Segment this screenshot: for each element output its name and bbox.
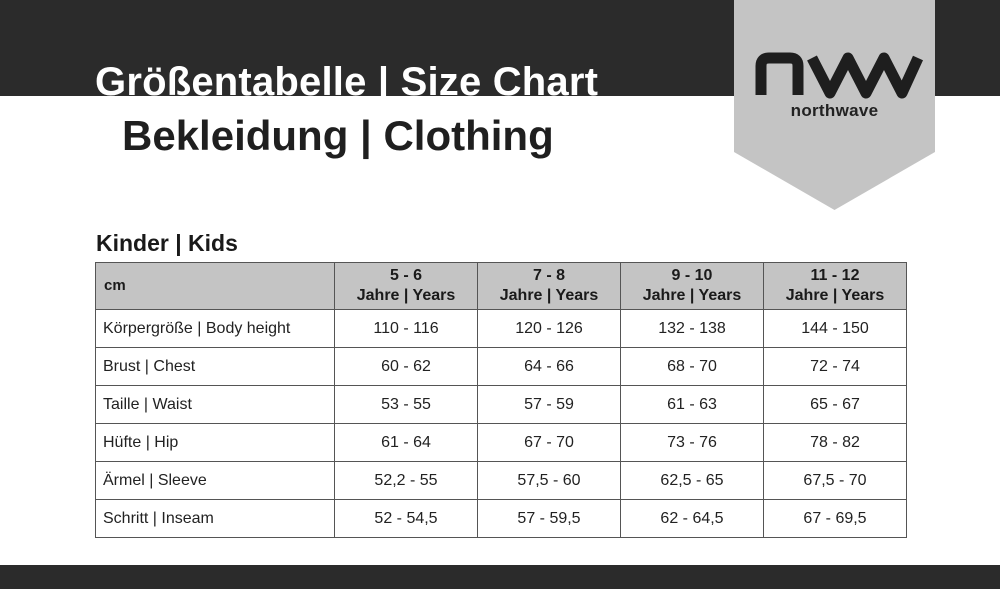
table-cell: 57 - 59,5: [478, 500, 621, 538]
age-label: Jahre | Years: [356, 287, 456, 304]
table-cell: 57,5 - 60: [478, 462, 621, 500]
column-header: [478, 263, 621, 310]
table-cell: 73 - 76: [621, 424, 764, 462]
table-cell: 53 - 55: [335, 386, 478, 424]
table-row: [96, 386, 907, 424]
row-label: Körpergröße | Body height: [96, 310, 335, 348]
bottom-banner: [0, 565, 1000, 589]
row-label: Taille | Waist: [96, 386, 335, 424]
page-title: Größentabelle | Size Chart: [95, 60, 599, 104]
row-label: Brust | Chest: [96, 348, 335, 386]
table-header-row: [96, 263, 907, 310]
page-subtitle: Bekleidung | Clothing: [122, 112, 554, 159]
table-row: [96, 462, 907, 500]
age-range: 9 - 10: [671, 267, 713, 284]
table-cell: 64 - 66: [478, 348, 621, 386]
table-cell: 65 - 67: [764, 386, 907, 424]
table-cell: 120 - 126: [478, 310, 621, 348]
table-cell: 57 - 59: [478, 386, 621, 424]
table-row: [96, 424, 907, 462]
size-table: [95, 262, 907, 538]
section-title: Kinder | Kids: [96, 230, 238, 256]
column-header: [621, 263, 764, 310]
table-cell: 132 - 138: [621, 310, 764, 348]
table-cell: 61 - 63: [621, 386, 764, 424]
age-range: 11 - 12: [810, 267, 860, 284]
table-cell: 78 - 82: [764, 424, 907, 462]
table-cell: 67 - 70: [478, 424, 621, 462]
table-cell: 52,2 - 55: [335, 462, 478, 500]
table-row: [96, 310, 907, 348]
logo-wordmark: northwave: [790, 101, 879, 120]
table-cell: 62,5 - 65: [621, 462, 764, 500]
column-header: [335, 263, 478, 310]
unit-header: cm: [96, 263, 335, 310]
age-range: 7 - 8: [532, 267, 565, 284]
row-label: Hüfte | Hip: [96, 424, 335, 462]
table-row: [96, 348, 907, 386]
table-cell: 67 - 69,5: [764, 500, 907, 538]
table-cell: 60 - 62: [335, 348, 478, 386]
age-label: Jahre | Years: [499, 287, 599, 304]
column-header: [764, 263, 907, 310]
table-cell: 68 - 70: [621, 348, 764, 386]
row-label: Ärmel | Sleeve: [96, 462, 335, 500]
age-range: 5 - 6: [389, 267, 422, 284]
table-cell: 61 - 64: [335, 424, 478, 462]
table-cell: 144 - 150: [764, 310, 907, 348]
age-label: Jahre | Years: [785, 287, 885, 304]
table-cell: 67,5 - 70: [764, 462, 907, 500]
row-label: Schritt | Inseam: [96, 500, 335, 538]
table-cell: 72 - 74: [764, 348, 907, 386]
table-row: [96, 500, 907, 538]
brand-logo: [734, 0, 935, 210]
age-label: Jahre | Years: [642, 287, 742, 304]
table-cell: 62 - 64,5: [621, 500, 764, 538]
table-cell: 110 - 116: [335, 310, 478, 348]
table-cell: 52 - 54,5: [335, 500, 478, 538]
